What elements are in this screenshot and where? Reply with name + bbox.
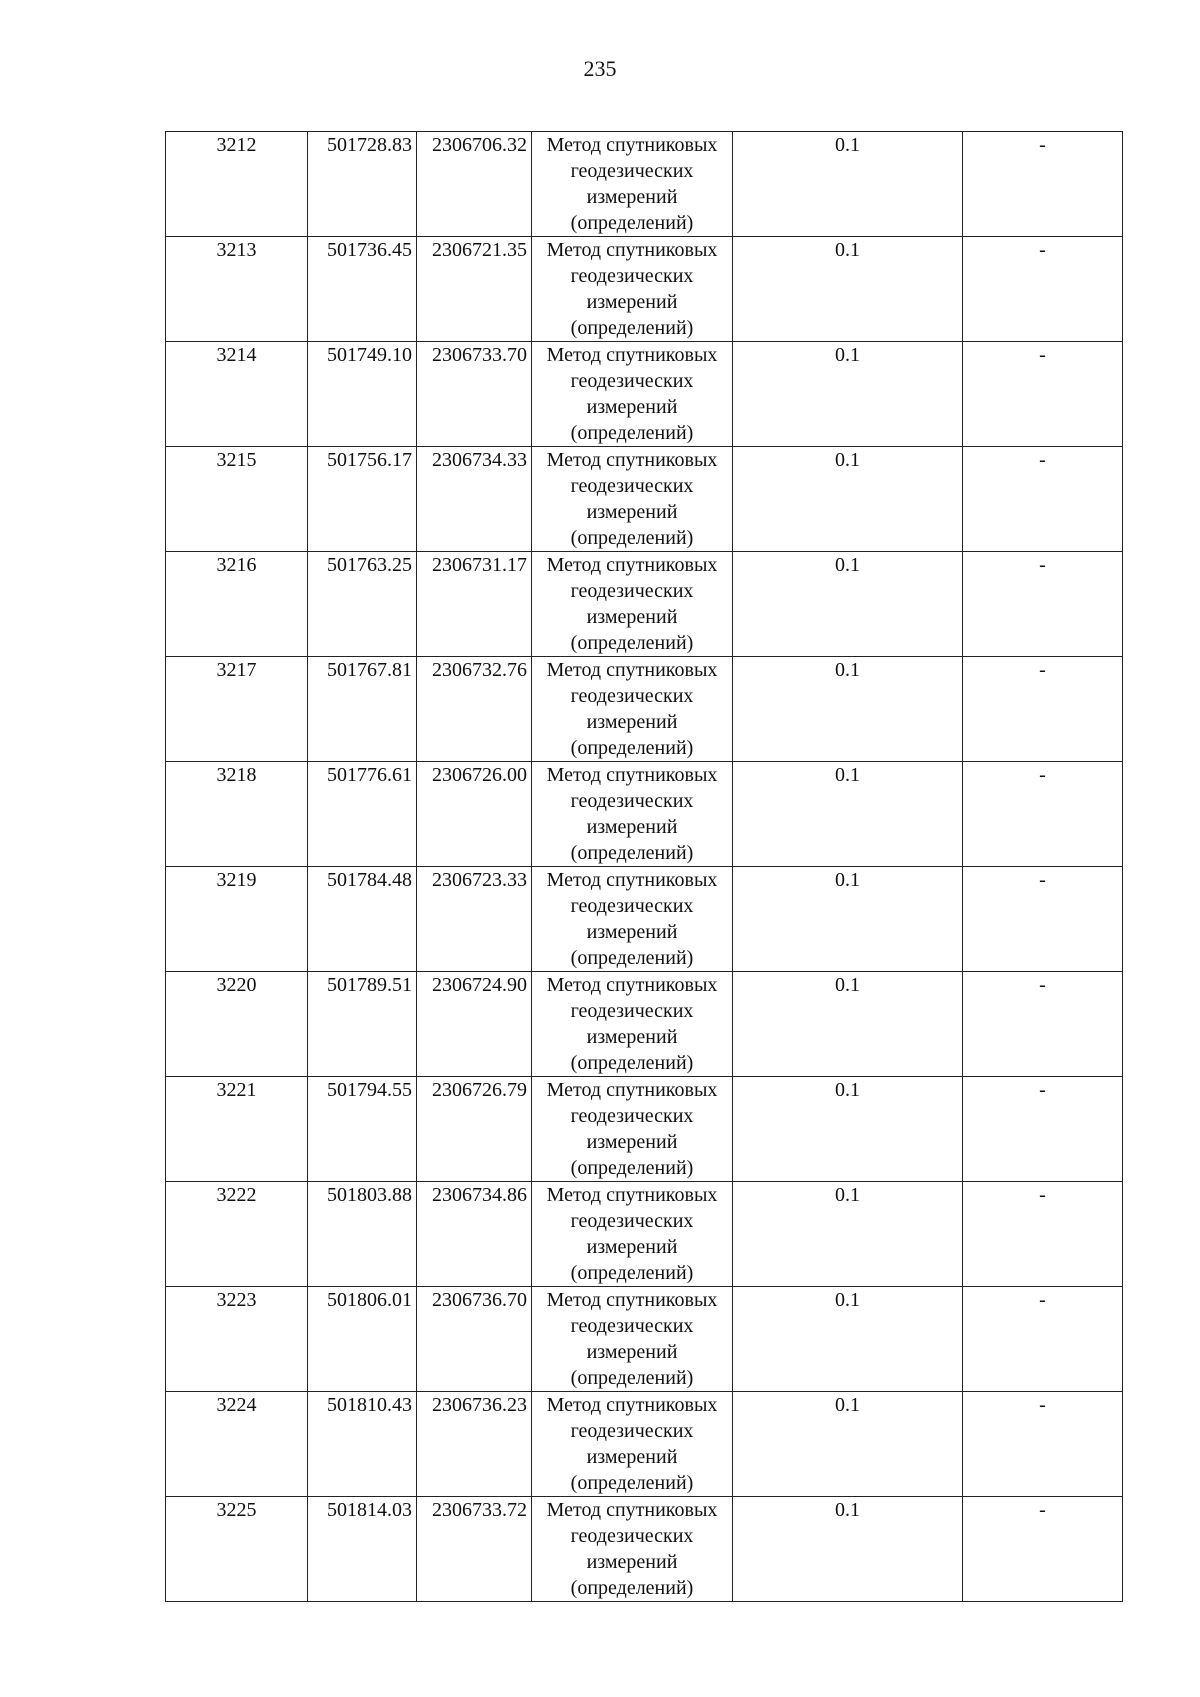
method-cell: Метод спутниковых геодезических измерений (определений) [532, 552, 733, 657]
note-cell: - [963, 972, 1123, 1077]
y-coordinate-cell: 2306724.90 [417, 972, 532, 1077]
point-number-cell: 3218 [166, 762, 308, 867]
note-cell: - [963, 867, 1123, 972]
accuracy-cell: 0.1 [733, 1497, 963, 1602]
note-cell: - [963, 1182, 1123, 1287]
x-coordinate-cell: 501814.03 [308, 1497, 417, 1602]
x-coordinate-cell: 501803.88 [308, 1182, 417, 1287]
y-coordinate-cell: 2306734.86 [417, 1182, 532, 1287]
accuracy-cell: 0.1 [733, 342, 963, 447]
note-cell: - [963, 342, 1123, 447]
note-cell: - [963, 1392, 1123, 1497]
x-coordinate-cell: 501806.01 [308, 1287, 417, 1392]
y-coordinate-cell: 2306726.00 [417, 762, 532, 867]
x-coordinate-cell: 501776.61 [308, 762, 417, 867]
method-cell: Метод спутниковых геодезических измерений (определений) [532, 867, 733, 972]
method-cell: Метод спутниковых геодезических измерений (определений) [532, 342, 733, 447]
method-cell: Метод спутниковых геодезических измерений (определений) [532, 1392, 733, 1497]
point-number-cell: 3219 [166, 867, 308, 972]
y-coordinate-cell: 2306726.79 [417, 1077, 532, 1182]
table-row [166, 1497, 1123, 1602]
page-number: 235 [583, 56, 617, 81]
accuracy-cell: 0.1 [733, 972, 963, 1077]
accuracy-cell: 0.1 [733, 132, 963, 237]
method-cell: Метод спутниковых геодезических измерений (определений) [532, 237, 733, 342]
point-number-cell: 3214 [166, 342, 308, 447]
accuracy-cell: 0.1 [733, 1287, 963, 1392]
accuracy-cell: 0.1 [733, 552, 963, 657]
point-number-cell: 3223 [166, 1287, 308, 1392]
accuracy-cell: 0.1 [733, 1182, 963, 1287]
y-coordinate-cell: 2306723.33 [417, 867, 532, 972]
accuracy-cell: 0.1 [733, 1392, 963, 1497]
method-cell: Метод спутниковых геодезических измерений (определений) [532, 447, 733, 552]
x-coordinate-cell: 501794.55 [308, 1077, 417, 1182]
method-cell: Метод спутниковых геодезических измерений (определений) [532, 1497, 733, 1602]
y-coordinate-cell: 2306721.35 [417, 237, 532, 342]
accuracy-cell: 0.1 [733, 762, 963, 867]
table-row [166, 552, 1123, 657]
x-coordinate-cell: 501749.10 [308, 342, 417, 447]
accuracy-cell: 0.1 [733, 1077, 963, 1182]
table-row [166, 237, 1123, 342]
y-coordinate-cell: 2306706.32 [417, 132, 532, 237]
accuracy-cell: 0.1 [733, 657, 963, 762]
note-cell: - [963, 1287, 1123, 1392]
accuracy-cell: 0.1 [733, 237, 963, 342]
note-cell: - [963, 657, 1123, 762]
method-cell: Метод спутниковых геодезических измерений (определений) [532, 1182, 733, 1287]
table-row [166, 1077, 1123, 1182]
table-row [166, 762, 1123, 867]
method-cell: Метод спутниковых геодезических измерений (определений) [532, 657, 733, 762]
point-number-cell: 3212 [166, 132, 308, 237]
note-cell: - [963, 762, 1123, 867]
x-coordinate-cell: 501789.51 [308, 972, 417, 1077]
table-row [166, 1392, 1123, 1497]
x-coordinate-cell: 501810.43 [308, 1392, 417, 1497]
y-coordinate-cell: 2306734.33 [417, 447, 532, 552]
point-number-cell: 3222 [166, 1182, 308, 1287]
note-cell: - [963, 1077, 1123, 1182]
x-coordinate-cell: 501767.81 [308, 657, 417, 762]
table-row [166, 132, 1123, 237]
table-row [166, 972, 1123, 1077]
y-coordinate-cell: 2306736.70 [417, 1287, 532, 1392]
table-row [166, 342, 1123, 447]
table-row [166, 1182, 1123, 1287]
point-number-cell: 3213 [166, 237, 308, 342]
coordinates-table [165, 131, 1123, 1602]
point-number-cell: 3225 [166, 1497, 308, 1602]
table-row [166, 1287, 1123, 1392]
method-cell: Метод спутниковых геодезических измерений (определений) [532, 1287, 733, 1392]
y-coordinate-cell: 2306733.72 [417, 1497, 532, 1602]
note-cell: - [963, 1497, 1123, 1602]
note-cell: - [963, 132, 1123, 237]
method-cell: Метод спутниковых геодезических измерений (определений) [532, 1077, 733, 1182]
table-row [166, 447, 1123, 552]
x-coordinate-cell: 501784.48 [308, 867, 417, 972]
note-cell: - [963, 552, 1123, 657]
table-row [166, 867, 1123, 972]
point-number-cell: 3221 [166, 1077, 308, 1182]
note-cell: - [963, 237, 1123, 342]
coordinates-table-body [166, 132, 1123, 1602]
point-number-cell: 3217 [166, 657, 308, 762]
method-cell: Метод спутниковых геодезических измерений (определений) [532, 132, 733, 237]
accuracy-cell: 0.1 [733, 867, 963, 972]
y-coordinate-cell: 2306736.23 [417, 1392, 532, 1497]
x-coordinate-cell: 501756.17 [308, 447, 417, 552]
point-number-cell: 3220 [166, 972, 308, 1077]
x-coordinate-cell: 501736.45 [308, 237, 417, 342]
note-cell: - [963, 447, 1123, 552]
y-coordinate-cell: 2306731.17 [417, 552, 532, 657]
point-number-cell: 3216 [166, 552, 308, 657]
table-row [166, 657, 1123, 762]
point-number-cell: 3224 [166, 1392, 308, 1497]
accuracy-cell: 0.1 [733, 447, 963, 552]
method-cell: Метод спутниковых геодезических измерений (определений) [532, 762, 733, 867]
x-coordinate-cell: 501728.83 [308, 132, 417, 237]
y-coordinate-cell: 2306733.70 [417, 342, 532, 447]
method-cell: Метод спутниковых геодезических измерений (определений) [532, 972, 733, 1077]
point-number-cell: 3215 [166, 447, 308, 552]
y-coordinate-cell: 2306732.76 [417, 657, 532, 762]
x-coordinate-cell: 501763.25 [308, 552, 417, 657]
